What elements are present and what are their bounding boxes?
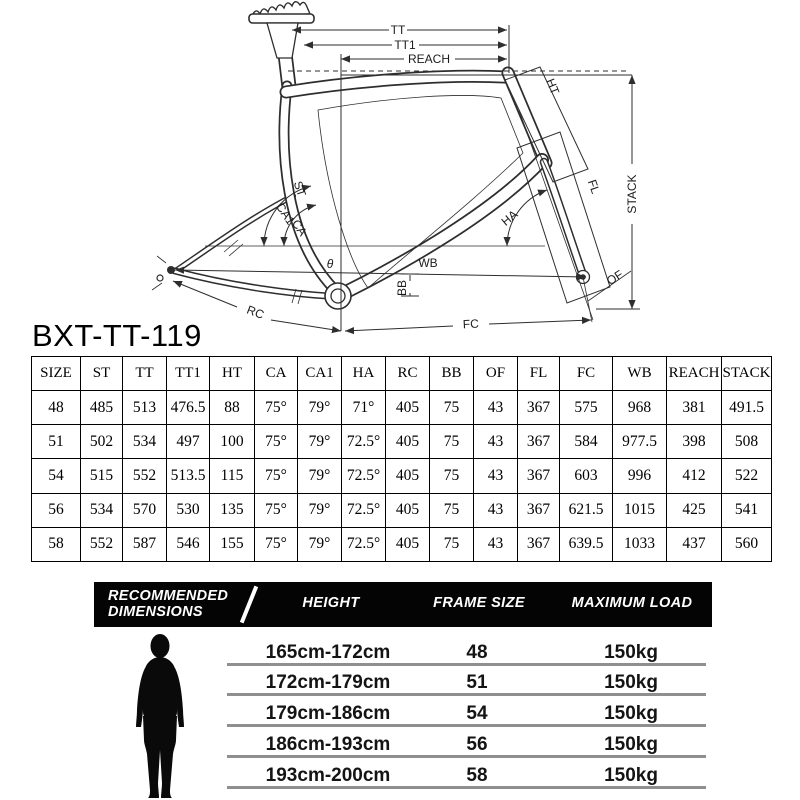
- geometry-cell: 75°: [255, 425, 298, 459]
- row-divider: [227, 663, 706, 666]
- label-ht: HT: [543, 76, 563, 97]
- label-of: OF: [604, 267, 626, 289]
- geometry-table: [31, 356, 772, 562]
- frame-geometry-diagram: [0, 0, 800, 352]
- bike-frame-drawing: [152, 2, 590, 309]
- geometry-table-body: [32, 391, 772, 562]
- rear-dropout-icon: [152, 256, 175, 290]
- geometry-cell: 75°: [255, 391, 298, 425]
- label-ha: HA: [498, 207, 521, 229]
- row-divider: [227, 724, 706, 727]
- height-range-value: 179cm-186cm: [265, 703, 391, 724]
- height-range-value: 193cm-200cm: [265, 765, 391, 786]
- geometry-column-header: FC: [560, 357, 613, 391]
- geometry-cell: 513.5: [167, 459, 210, 493]
- geometry-cell: 72.5°: [342, 425, 386, 459]
- geometry-cell: 56: [32, 493, 81, 527]
- geometry-cell: 155: [210, 527, 255, 561]
- geometry-column-header: REACH: [667, 357, 722, 391]
- geometry-cell: 58: [32, 527, 81, 561]
- max-load-value: 150kg: [604, 734, 658, 755]
- max-load-value: 150kg: [604, 703, 658, 724]
- geometry-cell: 534: [81, 493, 123, 527]
- geometry-cell: 560: [722, 527, 772, 561]
- label-wb: WB: [418, 256, 438, 270]
- geometry-column-header: OF: [474, 357, 518, 391]
- height-range-value: 186cm-193cm: [265, 734, 391, 755]
- human-silhouette-icon: [126, 630, 196, 800]
- geometry-column-header: TT1: [167, 357, 210, 391]
- frame-size-value: 51: [466, 672, 488, 693]
- label-stack: STACK: [625, 174, 639, 214]
- geometry-cell: 621.5: [560, 493, 613, 527]
- geometry-cell: 485: [81, 391, 123, 425]
- label-rc: RC: [244, 302, 267, 322]
- height-range-value: 165cm-172cm: [265, 642, 391, 663]
- geometry-cell: 587: [123, 527, 167, 561]
- geometry-cell: 522: [722, 459, 772, 493]
- geometry-cell: 552: [81, 527, 123, 561]
- geometry-cell: 75: [430, 391, 474, 425]
- geometry-cell: 513: [123, 391, 167, 425]
- geometry-cell: 72.5°: [342, 493, 386, 527]
- geometry-cell: 135: [210, 493, 255, 527]
- geometry-cell: 405: [386, 459, 430, 493]
- label-theta: θ: [326, 257, 334, 271]
- geometry-column-header: BB: [430, 357, 474, 391]
- slash-divider-icon: [240, 586, 258, 624]
- geometry-column-header: HT: [210, 357, 255, 391]
- label-tt: TT: [390, 23, 406, 37]
- recommended-title-line2: DIMENSIONS: [108, 604, 203, 620]
- geometry-cell: 405: [386, 425, 430, 459]
- label-bb: BB: [395, 279, 409, 297]
- label-st: ST: [290, 179, 309, 199]
- label-tt1: TT1: [394, 38, 416, 52]
- geometry-table-head: [32, 357, 772, 391]
- geometry-column-header: ST: [81, 357, 123, 391]
- geometry-cell: 570: [123, 493, 167, 527]
- frame-size-value: 54: [466, 703, 488, 724]
- geometry-cell: 603: [560, 459, 613, 493]
- geometry-cell: 381: [667, 391, 722, 425]
- geometry-cell: 75: [430, 425, 474, 459]
- geometry-cell: 398: [667, 425, 722, 459]
- geometry-cell: 75: [430, 527, 474, 561]
- geometry-column-header: FL: [518, 357, 560, 391]
- geometry-cell: 437: [667, 527, 722, 561]
- geometry-cell: 541: [722, 493, 772, 527]
- geometry-cell: 405: [386, 527, 430, 561]
- geometry-cell: 367: [518, 459, 560, 493]
- geometry-cell: 43: [474, 391, 518, 425]
- row-divider: [227, 786, 706, 789]
- geometry-column-header: CA: [255, 357, 298, 391]
- geometry-cell: 43: [474, 459, 518, 493]
- geometry-cell: 977.5: [613, 425, 667, 459]
- geometry-cell: 552: [123, 459, 167, 493]
- geometry-cell: 367: [518, 493, 560, 527]
- dimension-labels: [245, 23, 639, 331]
- geometry-cell: 584: [560, 425, 613, 459]
- geometry-cell: 1033: [613, 527, 667, 561]
- max-load-value: 150kg: [604, 642, 658, 663]
- row-divider: [227, 755, 706, 758]
- label-fl: FL: [584, 177, 603, 196]
- geometry-column-header: WB: [613, 357, 667, 391]
- frame-size-value: 56: [466, 734, 488, 755]
- geometry-cell: 405: [386, 391, 430, 425]
- geometry-column-header: SIZE: [32, 357, 81, 391]
- geometry-cell: 79°: [298, 493, 342, 527]
- geometry-cell: 491.5: [722, 391, 772, 425]
- geometry-cell: 88: [210, 391, 255, 425]
- column-header-height: HEIGHT: [302, 595, 360, 611]
- geometry-cell: 79°: [298, 425, 342, 459]
- geometry-cell: 476.5: [167, 391, 210, 425]
- frame-size-value: 58: [466, 765, 488, 786]
- geometry-cell: 75°: [255, 459, 298, 493]
- geometry-column-header: RC: [386, 357, 430, 391]
- frame-size-value: 48: [466, 642, 488, 663]
- geometry-cell: 546: [167, 527, 210, 561]
- label-fc: FC: [462, 316, 480, 332]
- geometry-cell: 367: [518, 425, 560, 459]
- geometry-cell: 367: [518, 527, 560, 561]
- geometry-cell: 72.5°: [342, 527, 386, 561]
- table-row: [32, 493, 772, 527]
- geometry-cell: 425: [667, 493, 722, 527]
- geometry-cell: 48: [32, 391, 81, 425]
- geometry-cell: 412: [667, 459, 722, 493]
- geometry-column-header: STACK: [722, 357, 772, 391]
- table-row: [32, 527, 772, 561]
- geometry-cell: 43: [474, 425, 518, 459]
- geometry-cell: 497: [167, 425, 210, 459]
- geometry-cell: 75: [430, 493, 474, 527]
- recommended-title-line1: RECOMMENDED: [108, 588, 229, 604]
- geometry-cell: 79°: [298, 391, 342, 425]
- max-load-value: 150kg: [604, 672, 658, 693]
- geometry-cell: 1015: [613, 493, 667, 527]
- geometry-header-row: [32, 357, 772, 391]
- page-title: BXT-TT-119: [32, 318, 202, 353]
- geometry-cell: 43: [474, 527, 518, 561]
- geometry-cell: 575: [560, 391, 613, 425]
- geometry-cell: 51: [32, 425, 81, 459]
- geometry-column-header: HA: [342, 357, 386, 391]
- geometry-cell: 996: [613, 459, 667, 493]
- label-reach: REACH: [407, 52, 451, 66]
- geometry-cell: 367: [518, 391, 560, 425]
- table-row: [32, 425, 772, 459]
- label-ca: CA: [288, 216, 310, 239]
- geometry-cell: 79°: [298, 527, 342, 561]
- geometry-cell: 75°: [255, 527, 298, 561]
- column-header-frame-size: FRAME SIZE: [433, 595, 525, 611]
- geometry-cell: 71°: [342, 391, 386, 425]
- table-row: [32, 391, 772, 425]
- max-load-value: 150kg: [604, 765, 658, 786]
- geometry-cell: 100: [210, 425, 255, 459]
- table-row: [32, 459, 772, 493]
- recommended-title: [108, 588, 228, 620]
- geometry-cell: 508: [722, 425, 772, 459]
- geometry-column-header: TT: [123, 357, 167, 391]
- geometry-cell: 515: [81, 459, 123, 493]
- column-header-max-load: MAXIMUM LOAD: [571, 595, 693, 611]
- geometry-cell: 43: [474, 493, 518, 527]
- geometry-cell: 968: [613, 391, 667, 425]
- geometry-cell: 530: [167, 493, 210, 527]
- geometry-cell: 405: [386, 493, 430, 527]
- geometry-cell: 639.5: [560, 527, 613, 561]
- geometry-cell: 54: [32, 459, 81, 493]
- measurement-boxes: [205, 67, 631, 322]
- geometry-cell: 502: [81, 425, 123, 459]
- row-divider: [227, 693, 706, 696]
- geometry-cell: 72.5°: [342, 459, 386, 493]
- label-ca1: CA1: [272, 200, 298, 228]
- geometry-cell: 534: [123, 425, 167, 459]
- geometry-cell: 75: [430, 459, 474, 493]
- recommended-header-bar: [94, 582, 712, 627]
- geometry-cell: 75°: [255, 493, 298, 527]
- geometry-column-header: CA1: [298, 357, 342, 391]
- height-range-value: 172cm-179cm: [265, 672, 391, 693]
- geometry-cell: 115: [210, 459, 255, 493]
- geometry-cell: 79°: [298, 459, 342, 493]
